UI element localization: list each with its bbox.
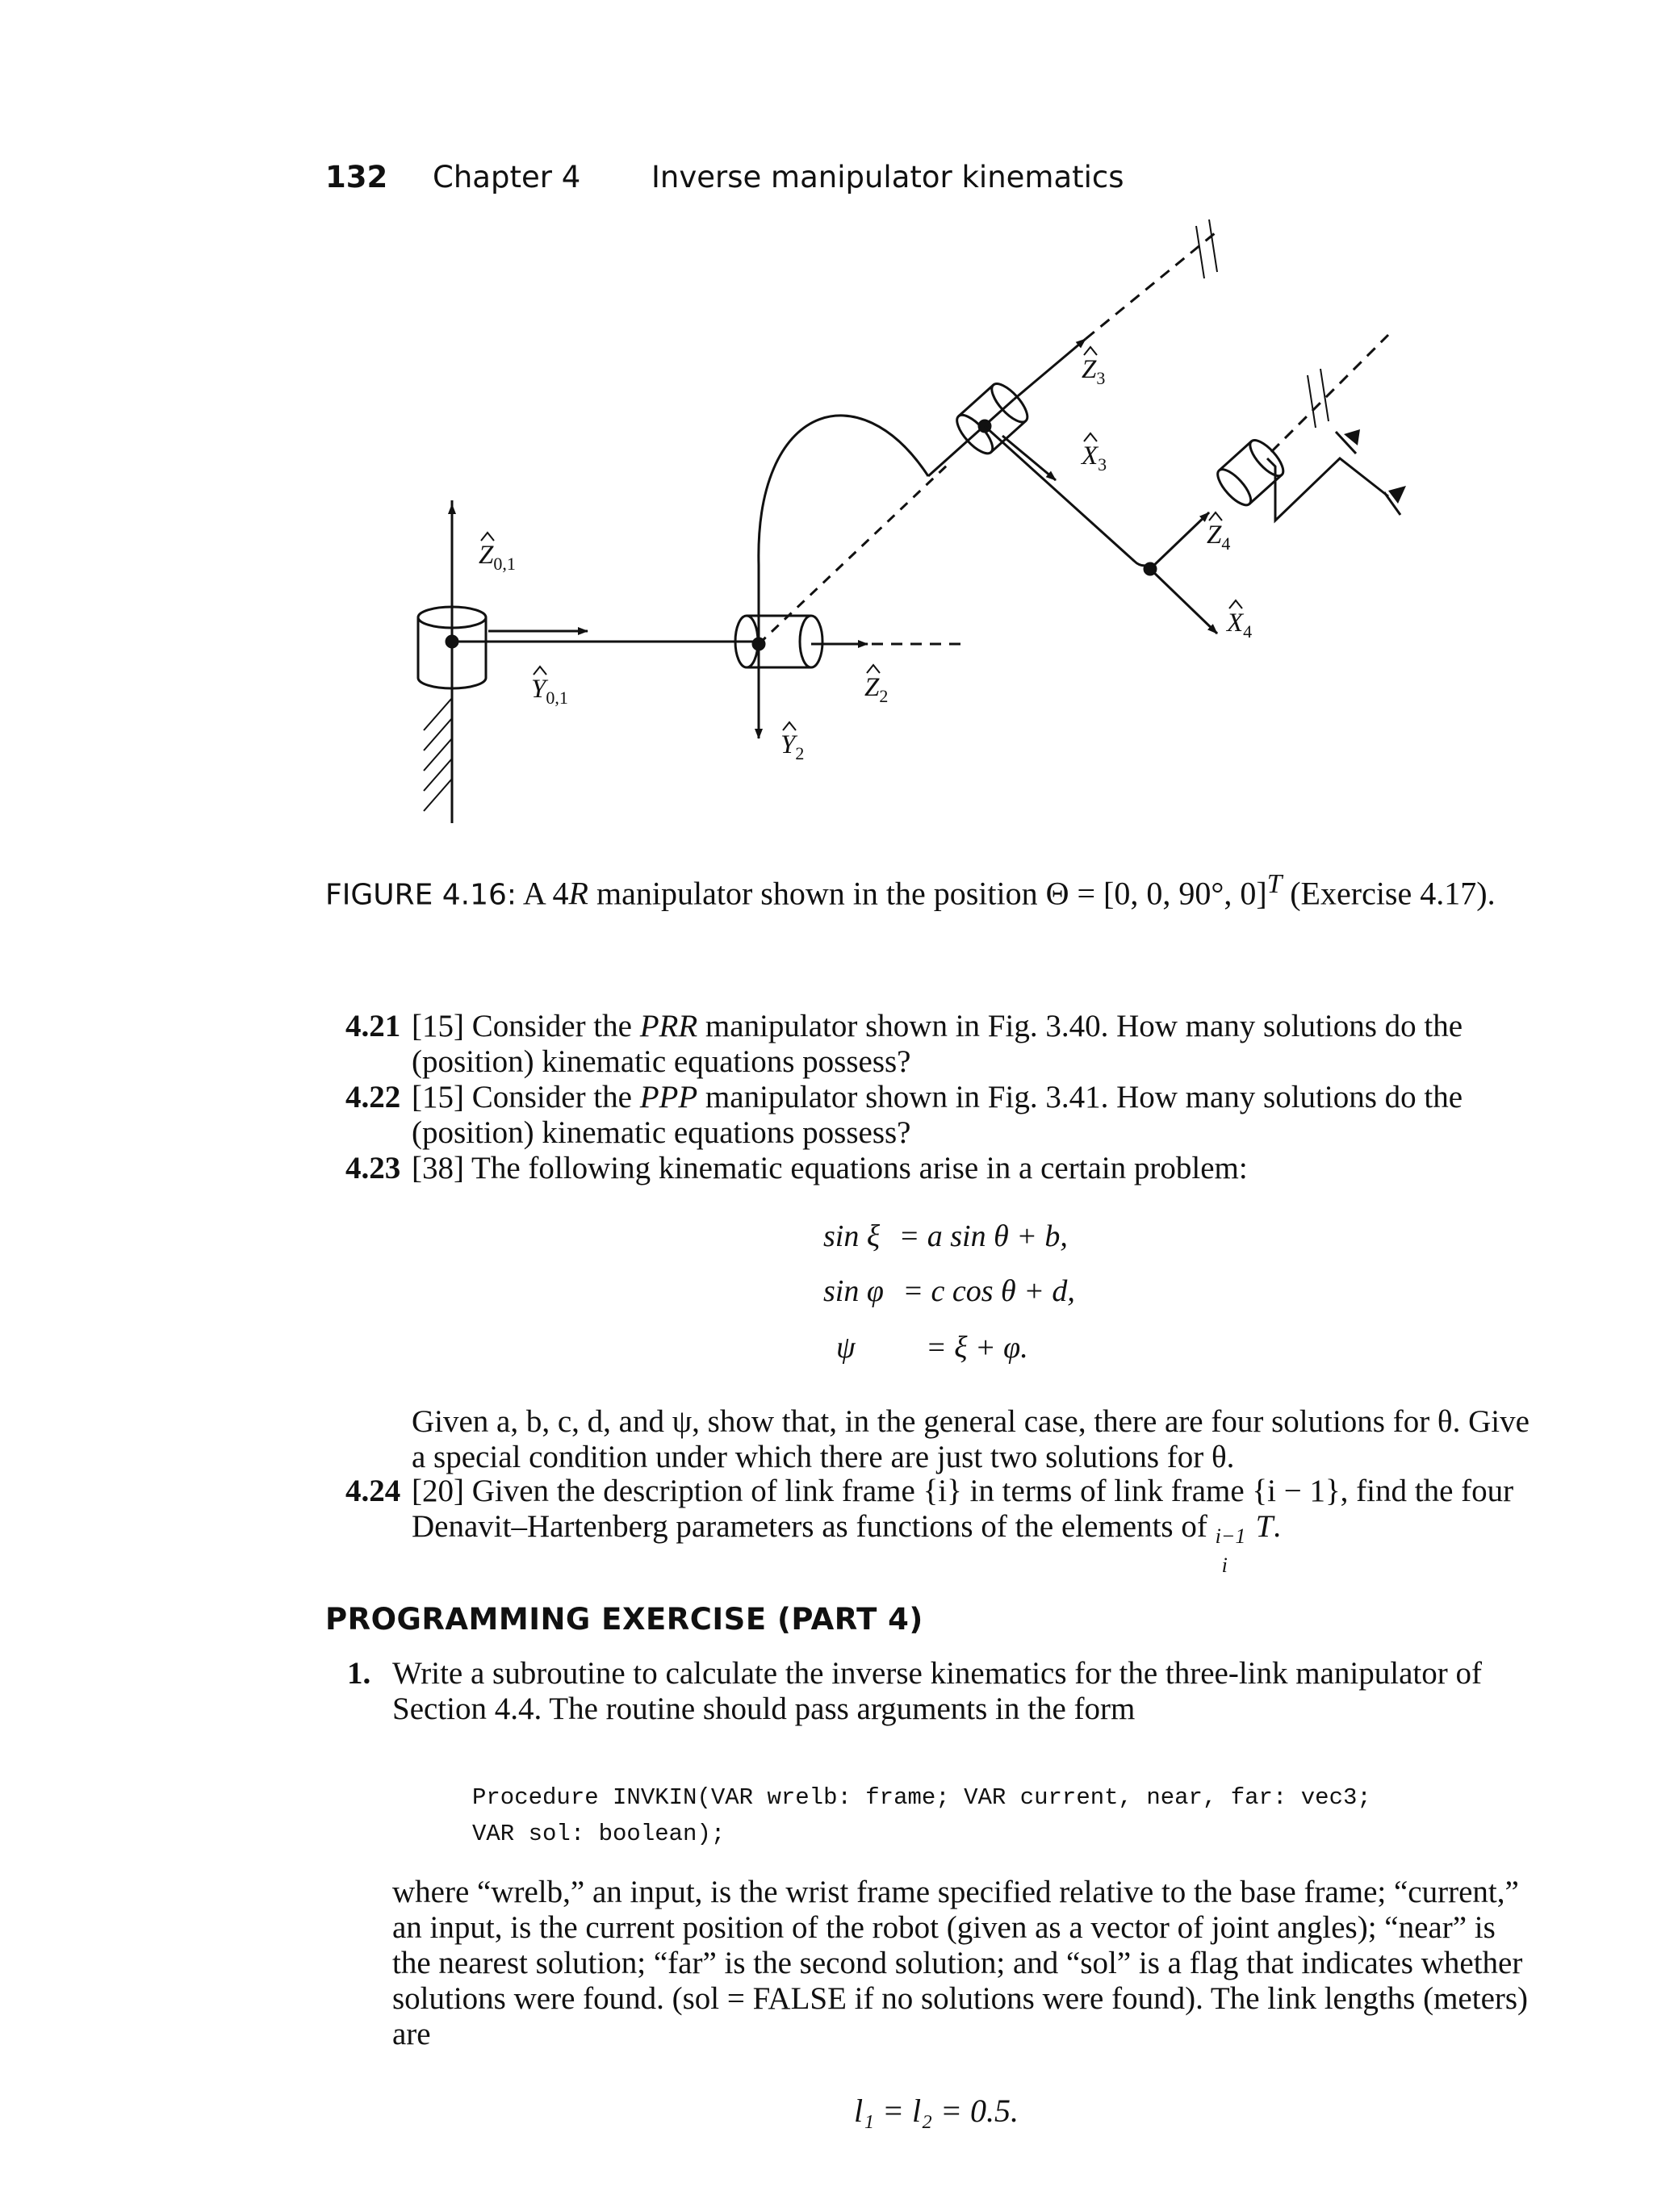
caption-text-a: A 4 [522, 875, 569, 912]
equation-2 [823, 1273, 1075, 1309]
exercise-text: Consider the [471, 1009, 632, 1043]
equation-rhs: = ξ + φ. [926, 1331, 1028, 1365]
exercise-number: 4.21 [345, 1009, 401, 1043]
caption-label: FIGURE 4.16: [325, 878, 517, 912]
ground-hatch [424, 698, 452, 811]
chapter-title: Inverse manipulator kinematics [651, 160, 1124, 194]
manipulator-figure [347, 202, 1542, 847]
programming-item-1 [347, 1656, 1542, 1727]
label-hats [481, 347, 1242, 730]
exercise-4-22 [345, 1080, 1540, 1151]
exercise-text: Given the description of link frame {i} in terms of link frame {i − 1}, find the four Denavit–Hartenberg parameters as functions of the elements of [412, 1474, 1514, 1544]
x4-axis-arrow [1150, 569, 1217, 633]
exercise-emphasis: PPP [639, 1080, 698, 1114]
transform-subscript: i [1221, 1553, 1228, 1577]
caption-text-t: T [1266, 869, 1283, 899]
exercise-text: . [1273, 1509, 1282, 1544]
running-head [325, 160, 1124, 194]
link-2-arc [759, 416, 928, 565]
exercise-difficulty: [15] [412, 1080, 464, 1114]
link-3 [928, 399, 1014, 476]
exercise-difficulty: [15] [412, 1009, 464, 1043]
z4-axis-dashed [1271, 335, 1388, 452]
exercise-text: manipulator shown in Fig. 3.41. How many solutions do the (position) kinematic equations possess? [412, 1080, 1463, 1150]
item-intro: Write a subroutine to calculate the inverse kinematics for the three-link manipulator of Section 4.4. The routine should pass arguments in the form [392, 1656, 1482, 1726]
exercise-number: 4.24 [345, 1474, 401, 1508]
exercise-number: 4.23 [345, 1151, 401, 1185]
manipulator-drawing [347, 202, 1542, 847]
exercise-text: Consider the [471, 1080, 632, 1114]
transform-superscript: i−1 [1215, 1524, 1246, 1548]
equation-lhs: sin ξ [823, 1219, 881, 1253]
equation-lhs: ψ [836, 1331, 856, 1365]
link-length-text: l₁ = l₂ = 0.5. [854, 2093, 1019, 2129]
exercise-4-23 [345, 1151, 1540, 1186]
item-number: 1. [347, 1656, 371, 1691]
label-y2: $Y_2$ [780, 730, 805, 763]
equation-lhs: sin φ [823, 1274, 884, 1308]
exercise-text: The following kinematic equations arise in a certain problem: [471, 1151, 1248, 1185]
code-line: VAR sol: boolean); [472, 1821, 726, 1847]
programming-description: where “wrelb,” an input, is the wrist frame specified relative to the base frame; “current,” an input, is the current position of the robot (given as a vector of joint angles); “near” is the nearest solution; “far” is the second solution; and “sol” is a flag that indicates whether solutions were found. (sol = FALSE if no solutions were found). The link lengths (meters) are [392, 1875, 1529, 2051]
end-effector [1267, 458, 1388, 521]
exercise-4-24 [345, 1474, 1540, 1577]
equation-rhs: = a sin θ + b, [898, 1219, 1068, 1253]
link-3-to-4 [985, 426, 1153, 566]
caption-text-r: R [568, 875, 588, 912]
exercise-text: manipulator shown in Fig. 3.40. How many solutions do the (position) kinematic equations possess? [412, 1009, 1463, 1079]
exercise-emphasis: PRR [639, 1009, 698, 1043]
z3-axis-arrow [1014, 339, 1086, 399]
code-block [472, 1779, 1371, 1852]
exercise-difficulty: [20] [412, 1474, 464, 1508]
chapter-label: Chapter 4 [433, 160, 581, 194]
label-x3: $X_3$ [1082, 441, 1107, 475]
equation-3 [836, 1330, 1028, 1365]
equation-rhs: = c cos θ + d, [902, 1274, 1075, 1308]
label-z3: $Z_3$ [1082, 355, 1106, 388]
label-z4: $Z_4$ [1207, 521, 1231, 554]
z4-axis-tick [1308, 369, 1329, 428]
x3-axis-arrow [1002, 436, 1056, 480]
equation-1 [823, 1219, 1068, 1254]
label-z2: $Z_2$ [864, 673, 889, 706]
page-number: 132 [325, 160, 388, 194]
label-z01: $Z_{0,1}$ [479, 541, 516, 574]
figure-caption [325, 865, 1536, 914]
label-y01: $Y_{0,1}$ [531, 675, 568, 708]
exercise-number: 4.22 [345, 1080, 401, 1114]
caption-text-c: (Exercise 4.17). [1290, 875, 1496, 912]
transform-symbol: T [1255, 1509, 1274, 1544]
label-x4: $X_4$ [1227, 608, 1253, 642]
code-line: Procedure INVKIN(VAR wrelb: frame; VAR current, near, far: vec3; [472, 1784, 1371, 1811]
exercise-4-21 [345, 1009, 1540, 1080]
exercise-difficulty: [38] [412, 1151, 464, 1185]
z4-axis-arrow [1150, 512, 1209, 569]
caption-text-b: manipulator shown in the position Θ = [0, 0, 90°, 0] [596, 875, 1267, 912]
z3-axis-tick [1196, 220, 1217, 278]
exercise-4-23-given: Given a, b, c, d, and ψ, show that, in the general case, there are four solutions for θ. Give a special condition under which there are just two solutions for θ. [412, 1404, 1530, 1474]
programming-heading: PROGRAMMING EXERCISE (PART 4) [325, 1602, 923, 1637]
joint-2-to-3-dashed [759, 464, 948, 644]
link-length-equation [854, 2092, 1019, 2130]
